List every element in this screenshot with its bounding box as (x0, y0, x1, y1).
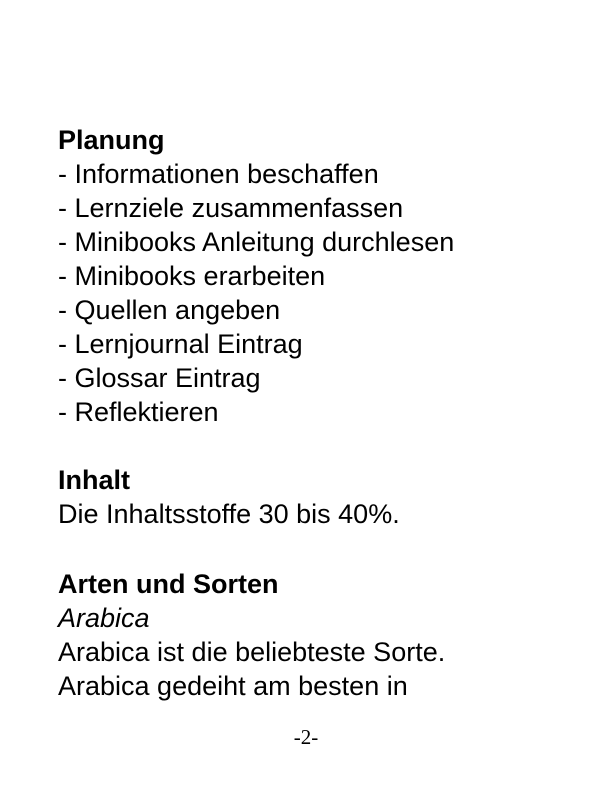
arten-line: Arabica ist die beliebteste Sorte. (58, 637, 446, 667)
list-item: - Minibooks erarbeiten (58, 261, 326, 291)
planung-heading: Planung (58, 125, 165, 155)
arten-line: Arabica gedeiht am besten in (58, 671, 408, 701)
list-item: - Reflektieren (58, 397, 219, 427)
planung-list (58, 157, 598, 429)
arabica-subheading: Arabica (58, 603, 150, 633)
page-content (58, 123, 598, 703)
inhalt-text: Die Inhaltsstoffe 30 bis 40%. (58, 499, 400, 529)
list-item: - Quellen angeben (58, 295, 281, 325)
inhalt-heading: Inhalt (58, 465, 130, 495)
list-item: - Minibooks Anleitung durchlesen (58, 227, 455, 257)
arten-heading: Arten und Sorten (58, 569, 279, 599)
list-item: - Glossar Eintrag (58, 363, 261, 393)
list-item: - Lernjournal Eintrag (58, 329, 303, 359)
page-number: -2- (293, 725, 319, 749)
section-spacer (58, 429, 598, 463)
list-item: - Informationen beschaffen (58, 159, 379, 189)
list-item: - Lernziele zusammenfassen (58, 193, 404, 223)
section-spacer (58, 531, 598, 567)
